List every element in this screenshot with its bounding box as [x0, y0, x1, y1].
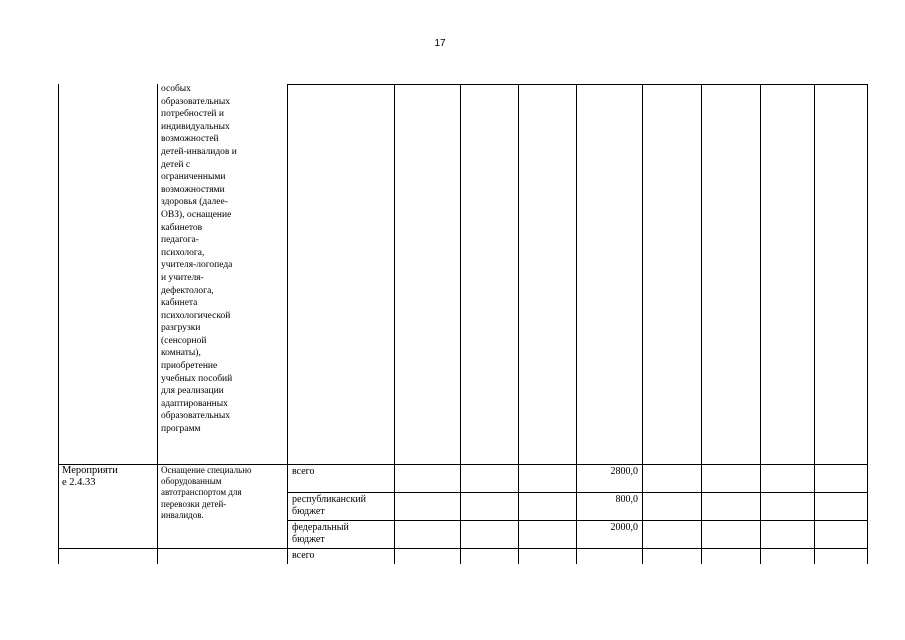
- table-vline: [701, 84, 702, 564]
- desc-line: детей с: [161, 159, 191, 170]
- desc-line: кабинетов: [161, 222, 203, 233]
- table-hline: [287, 492, 868, 493]
- table-vline: [460, 84, 461, 564]
- desc-line: учителя-логопеда: [161, 260, 233, 271]
- next-row-source: [292, 550, 315, 562]
- activity-label-line: Мероприяти: [62, 465, 118, 476]
- desc-line: (сенсорной: [161, 335, 207, 346]
- funding-value-total: 2800,0: [610, 466, 638, 477]
- table-vline: [157, 84, 158, 564]
- desc-line: разгрузки: [161, 323, 201, 334]
- table-vline: [642, 84, 643, 564]
- desc-line: ОВЗ), оснащение: [161, 209, 232, 220]
- desc-line: здоровья (далее-: [161, 197, 228, 208]
- table-hline: [287, 520, 868, 521]
- funding-value-republic: 800,0: [615, 494, 638, 505]
- desc-line: кабинета: [161, 298, 198, 309]
- activity-desc-line: оборудованным: [161, 476, 222, 487]
- desc-line: для реализации: [161, 386, 224, 397]
- table-vline: [867, 84, 868, 564]
- funding-source-line: республиканский: [292, 494, 367, 505]
- desc-line: возможностями: [161, 184, 225, 195]
- table-vline: [518, 84, 519, 564]
- desc-line: образовательных: [161, 411, 230, 422]
- desc-line: индивидуальных: [161, 121, 230, 132]
- funding-source-line: бюджет: [292, 534, 325, 545]
- continued-description: [161, 83, 289, 436]
- table-vline: [760, 84, 761, 564]
- desc-line: особых: [161, 84, 191, 94]
- funding-source-republic: [292, 494, 366, 518]
- funding-source-federal: [292, 522, 349, 546]
- table-hline: [58, 548, 868, 549]
- desc-line: детей-инвалидов и: [161, 146, 237, 157]
- desc-line: ограниченными: [161, 172, 226, 183]
- desc-line: учебных пособий: [161, 373, 233, 384]
- desc-line: комнаты),: [161, 348, 201, 359]
- funding-source-line: всего: [292, 466, 315, 477]
- funding-value-federal: 2000,0: [610, 522, 638, 533]
- desc-line: адаптированных: [161, 398, 228, 409]
- activity-desc-line: инвалидов.: [161, 509, 204, 520]
- page-number: 17: [434, 38, 446, 49]
- table-vline: [576, 84, 577, 564]
- activity-desc-line: автотранспортом для: [161, 487, 242, 498]
- table-vline: [394, 84, 395, 564]
- desc-line: возможностей: [161, 134, 219, 145]
- funding-source-line: всего: [292, 550, 315, 561]
- activity-label-line: е 2.4.33: [62, 477, 96, 488]
- desc-line: приобретение: [161, 361, 218, 372]
- desc-line: образовательных: [161, 96, 230, 107]
- funding-source-line: федеральный: [292, 522, 349, 533]
- desc-line: педагога-: [161, 235, 199, 246]
- desc-line: и учителя-: [161, 272, 204, 283]
- desc-line: программ: [161, 424, 201, 435]
- activity-label: [62, 465, 118, 489]
- funding-source-line: бюджет: [292, 506, 325, 517]
- activity-desc-line: Оснащение специально: [161, 465, 252, 475]
- desc-line: потребностей и: [161, 109, 224, 120]
- table-vline: [58, 84, 59, 564]
- funding-source-total: [292, 466, 315, 478]
- table-vline: [814, 84, 815, 564]
- activity-desc-line: перевозки детей-: [161, 498, 227, 509]
- desc-line: психолога,: [161, 247, 205, 258]
- table-hline: [287, 84, 868, 85]
- desc-line: дефектолога,: [161, 285, 214, 296]
- desc-line: психологической: [161, 310, 231, 321]
- activity-description: [161, 465, 252, 521]
